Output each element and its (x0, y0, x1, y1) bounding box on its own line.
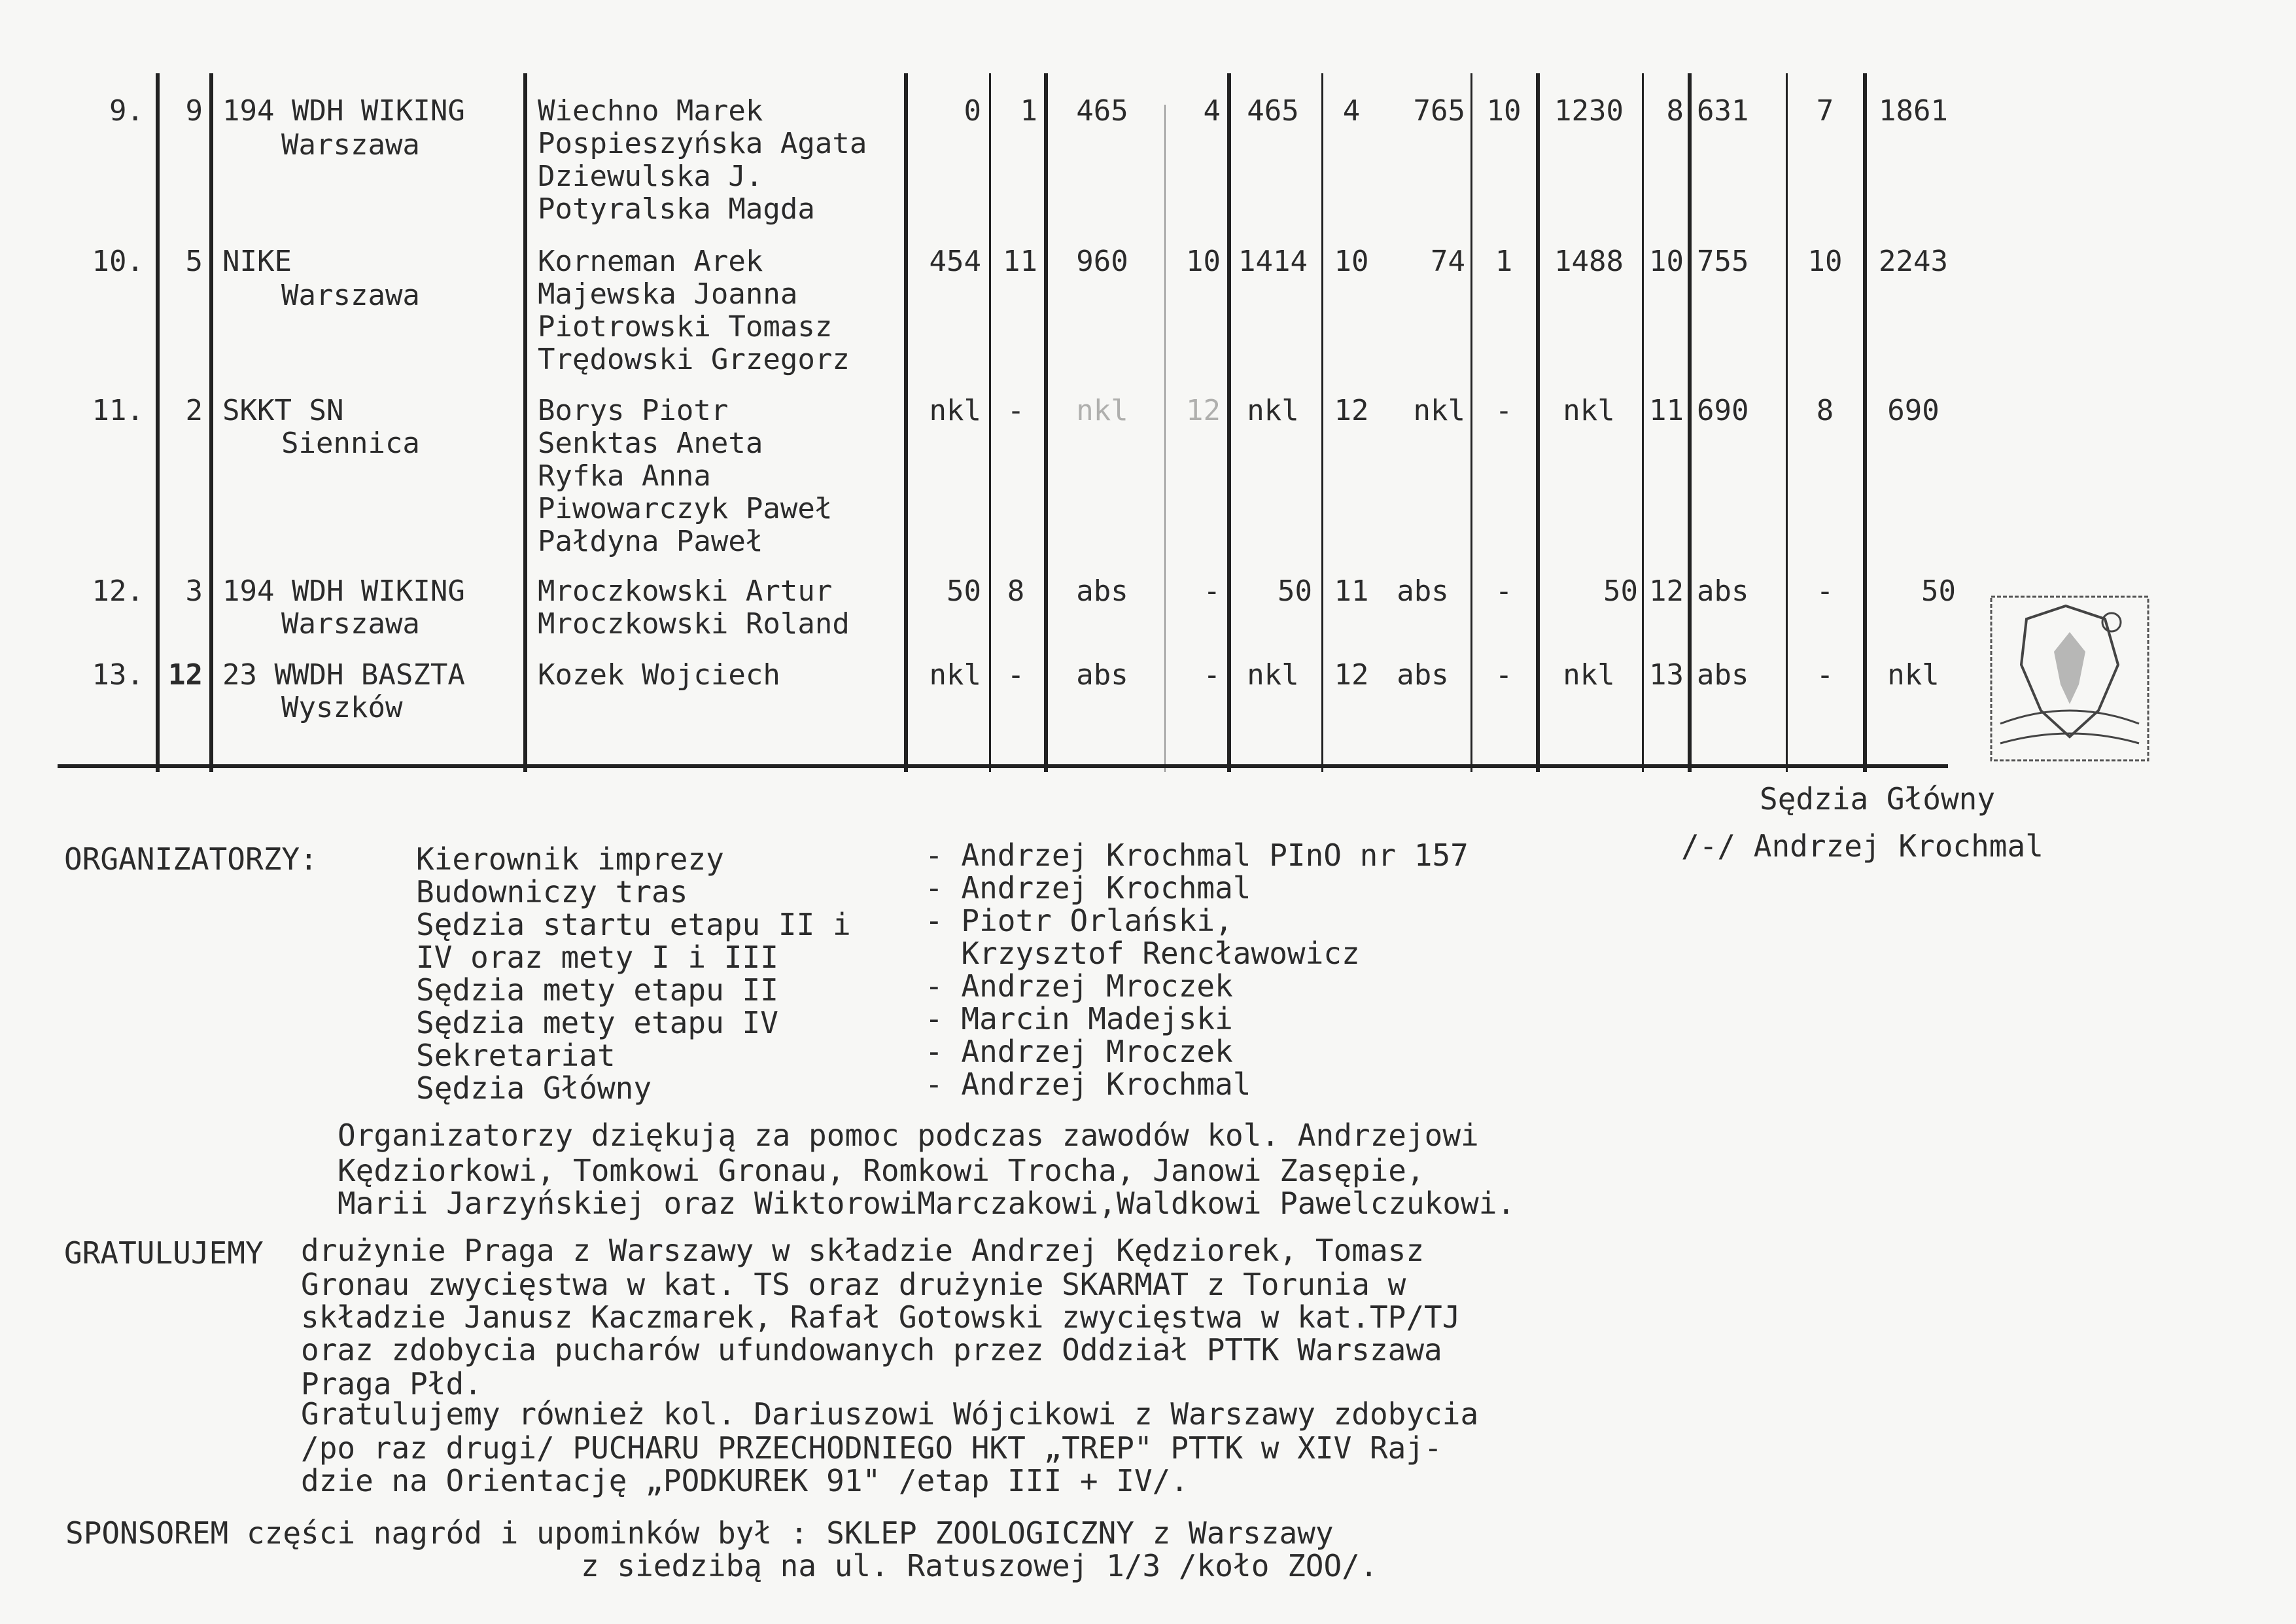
stage4-place: - (1816, 574, 1834, 608)
total3-points: 50 (1603, 574, 1638, 608)
table-column-divider (1227, 73, 1231, 772)
club-city: Warszawa (281, 607, 420, 641)
total3-place: 12 (1649, 574, 1684, 608)
thanks-line: Marii Jarzyńskiej oraz WiktorowiMarczakowi,Waldkowi Pawelczukowi. (338, 1186, 1516, 1221)
member: Potyralska Magda (538, 192, 815, 226)
organizer-name: - Andrzej Krochmal PInO nr 157 (925, 838, 1469, 873)
organizer-role: Sędzia mety etapu II (416, 972, 778, 1008)
member: Piotrowski Tomasz (538, 310, 833, 344)
sum-place: 12 (1334, 658, 1369, 692)
stage4-points: 755 (1697, 245, 1749, 278)
club-name: SKKT SN (222, 394, 344, 427)
table-column-divider (1470, 73, 1472, 772)
club-name: 194 WDH WIKING (222, 574, 465, 608)
start-number: 5 (185, 245, 203, 278)
place: 13. (92, 658, 144, 692)
total3-place: 11 (1649, 394, 1684, 427)
final-points: 1861 (1879, 94, 1948, 128)
total3-place: 13 (1649, 658, 1684, 692)
congrats-line: /po raz drugi/ PUCHARU PRZECHODNIEGO HKT „TREP" PTTK w XIV Raj- (301, 1430, 1442, 1466)
stage2-place: 12 (1186, 394, 1221, 427)
table-column-divider (1321, 73, 1323, 772)
stage4-place: - (1816, 658, 1834, 692)
stage4-place: 7 (1816, 94, 1834, 128)
member: Wiechno Marek (538, 94, 763, 128)
table-column-divider (156, 73, 160, 772)
member: Pałdyna Paweł (538, 525, 763, 558)
stage2-points: 465 (1076, 94, 1128, 128)
stage3-points: abs (1397, 574, 1449, 608)
member: Kozek Wojciech (538, 658, 780, 692)
congrats-label: GRATULUJEMY (64, 1235, 264, 1271)
organizer-name: - Andrzej Krochmal (925, 870, 1251, 906)
member: Mroczkowski Artur (538, 574, 833, 608)
organizer-role: Kierownik imprezy (416, 841, 724, 877)
table-column-divider (1863, 73, 1867, 772)
table-column-divider (1688, 73, 1692, 772)
organizer-name: - Andrzej Krochmal (925, 1067, 1251, 1102)
place: 10. (92, 245, 144, 278)
total3-place: 8 (1666, 94, 1684, 128)
congrats-line: dzie na Orientację „PODKUREK 91" /etap III + IV/. (301, 1463, 1189, 1498)
stage1-place: 11 (1003, 245, 1037, 278)
table-column-divider (1044, 73, 1048, 772)
sum-place: 11 (1334, 574, 1369, 608)
stage2-place: 10 (1186, 245, 1221, 278)
total3-points: 1230 (1554, 94, 1624, 128)
organizers-heading: ORGANIZATORZY: (64, 841, 318, 877)
stage3-points: nkl (1413, 394, 1465, 427)
stage1-points: nkl (929, 394, 981, 427)
member: Ryfka Anna (538, 459, 711, 493)
stage3-points: 765 (1413, 94, 1465, 128)
organizer-role: IV oraz mety I i III (416, 940, 778, 975)
sum-place: 10 (1334, 245, 1369, 278)
total3-place: 10 (1649, 245, 1684, 278)
table-column-divider (1786, 73, 1788, 772)
sum-place: 4 (1342, 94, 1361, 128)
stage1-place: - (1007, 658, 1025, 692)
start-number: 9 (185, 94, 203, 128)
stage4-points: abs (1697, 658, 1749, 692)
stage1-place: 8 (1007, 574, 1025, 608)
stage3-place: 1 (1495, 245, 1513, 278)
stage3-points: abs (1397, 658, 1449, 692)
stage3-place: - (1495, 658, 1513, 692)
final-points: nkl (1887, 658, 1939, 692)
organizer-name: - Andrzej Mroczek (925, 968, 1233, 1004)
congrats-line: drużynie Praga z Warszawy w składzie Andrzej Kędziorek, Tomasz (301, 1233, 1425, 1268)
stage2-place: - (1203, 574, 1221, 608)
stage2-points: nkl (1076, 394, 1128, 427)
head-judge-name: /-/ Andrzej Krochmal (1681, 828, 2044, 864)
club-city: Warszawa (281, 279, 420, 312)
stage2-place: 4 (1203, 94, 1221, 128)
sponsor-line: SPONSOREM części nagród i upominków był : SKLEP ZOOLOGICZNY z Warszawy (65, 1515, 1334, 1551)
stage1-points: nkl (929, 658, 981, 692)
sum-place: 12 (1334, 394, 1369, 427)
member: Majewska Joanna (538, 277, 798, 311)
stage2-place: - (1203, 658, 1221, 692)
thanks-line: Kędziorkowi, Tomkowi Gronau, Romkowi Trocha, Janowi Zasępie, (338, 1153, 1425, 1188)
organizer-name: - Piotr Orlański, (925, 903, 1233, 938)
organizer-role: Sędzia startu etapu II i (416, 907, 851, 942)
table-column-divider (1642, 73, 1644, 772)
stage2-points: abs (1076, 574, 1128, 608)
organizer-name: - Marcin Madejski (925, 1001, 1233, 1036)
place: 11. (92, 394, 144, 427)
stage3-place: - (1495, 394, 1513, 427)
member: Senktas Aneta (538, 427, 763, 460)
stage3-place: - (1495, 574, 1513, 608)
table-column-divider (523, 73, 527, 772)
stage4-points: 631 (1697, 94, 1749, 128)
congrats-line: Gratulujemy również kol. Dariuszowi Wójcikowi z Warszawy zdobycia (301, 1396, 1479, 1432)
congrats-line: Praga Płd. (301, 1366, 482, 1402)
congrats-line: oraz zdobycia pucharów ufundowanych przez Oddział PTTK Warszawa (301, 1332, 1442, 1368)
table-bottom-rule (58, 764, 1948, 768)
member: Korneman Arek (538, 245, 763, 278)
stamp-image (1987, 593, 2152, 764)
club-city: Warszawa (281, 128, 420, 162)
stage1-points: 50 (947, 574, 981, 608)
table-column-divider (904, 73, 908, 772)
stage4-points: abs (1697, 574, 1749, 608)
sum-points: 1414 (1238, 245, 1308, 278)
stage4-points: 690 (1697, 394, 1749, 427)
final-points: 690 (1887, 394, 1939, 427)
congrats-line: Gronau zwycięstwa w kat. TS oraz drużynie SKARMAT z Torunia w (301, 1267, 1406, 1302)
member: Dziewulska J. (538, 160, 763, 193)
start-number: 12 (168, 658, 203, 692)
total3-points: nkl (1563, 394, 1615, 427)
start-number: 3 (185, 574, 203, 608)
table-column-divider (209, 73, 213, 772)
stage1-points: 454 (929, 245, 981, 278)
final-points: 2243 (1879, 245, 1948, 278)
stage3-place: 10 (1486, 94, 1522, 128)
stage4-place: 10 (1807, 245, 1843, 278)
club-city: Siennica (281, 427, 420, 460)
club-name: 194 WDH WIKING (222, 94, 465, 128)
club-name: NIKE (222, 245, 292, 278)
member: Borys Piotr (538, 394, 729, 427)
head-judge-title: Sędzia Główny (1760, 781, 1996, 817)
congrats-line: składzie Janusz Kaczmarek, Rafał Gotowski zwycięstwa w kat.TP/TJ (301, 1299, 1461, 1335)
stage3-points: 74 (1431, 245, 1465, 278)
stage4-place: 8 (1816, 394, 1834, 427)
stage1-place: 1 (1020, 94, 1037, 128)
place: 9. (109, 94, 144, 128)
member: Mroczkowski Roland (538, 607, 850, 641)
organizer-role: Sekretariat (416, 1038, 616, 1073)
final-points: 50 (1921, 574, 1956, 608)
member: Trędowski Grzegorz (538, 343, 850, 376)
sponsor-line: z siedzibą na ul. Ratuszowej 1/3 /koło ZOO/. (581, 1548, 1378, 1583)
club-city: Wyszków (281, 691, 403, 724)
club-name: 23 WWDH BASZTA (222, 658, 465, 692)
stage1-points: 0 (964, 94, 981, 128)
table-column-divider (989, 73, 991, 772)
table-column-divider (1164, 105, 1166, 772)
sum-points: nkl (1247, 658, 1299, 692)
start-number: 2 (185, 394, 203, 427)
organizer-role: Sędzia Główny (416, 1070, 652, 1106)
thanks-line: Organizatorzy dziękują za pomoc podczas zawodów kol. Andrzejowi (338, 1118, 1479, 1153)
organizer-role: Budowniczy tras (416, 874, 688, 909)
total3-points: 1488 (1554, 245, 1624, 278)
organizer-role: Sędzia mety etapu IV (416, 1005, 778, 1040)
stage1-place: - (1007, 394, 1025, 427)
total3-points: nkl (1563, 658, 1615, 692)
sum-points: 465 (1247, 94, 1299, 128)
stage2-points: abs (1076, 658, 1128, 692)
sum-points: nkl (1247, 394, 1299, 427)
sum-points: 50 (1278, 574, 1312, 608)
member: Piwowarczyk Paweł (538, 492, 833, 525)
member: Pospieszyńska Agata (538, 127, 867, 160)
place: 12. (92, 574, 144, 608)
stage2-points: 960 (1076, 245, 1128, 278)
organizer-name: - Andrzej Mroczek (925, 1034, 1233, 1069)
organizer-name: Krzysztof Rencławowicz (925, 936, 1360, 971)
